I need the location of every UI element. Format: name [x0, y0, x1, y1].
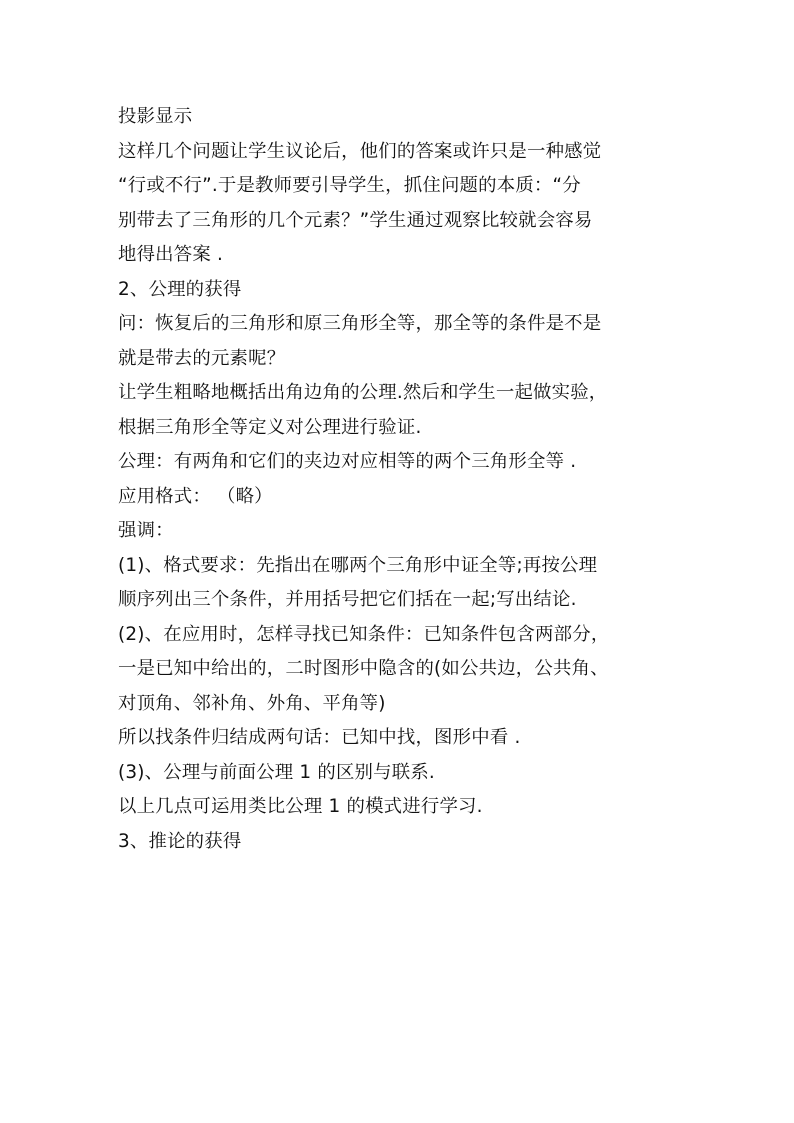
- text-line: 公理：有两角和它们的夹边对应相等的两个三角形全等 .: [118, 451, 577, 472]
- section-heading: 3、推论的获得: [118, 830, 242, 852]
- text-line: 这样几个问题让学生议论后，他们的答案或许只是一种感觉: [118, 140, 602, 162]
- text-line: 别带去了三角形的几个元素？”学生通过观察比较就会容易: [118, 209, 593, 231]
- section-heading: 2、公理的获得: [118, 278, 242, 300]
- text-line: 一是已知中给出的，二时图形中隐含的(如公共边，公共角、: [118, 658, 609, 679]
- text-line: 应用格式： （略）: [118, 485, 273, 507]
- text-line: 强调：: [118, 520, 174, 541]
- text-line: 以上几点可运用类比公理 1 的模式进行学习.: [118, 796, 483, 817]
- text-line: 地得出答案 .: [118, 244, 224, 265]
- text-line: (2)、在应用时，怎样寻找已知条件：已知条件包含两部分，: [118, 623, 610, 645]
- text-line: 对顶角、邻补角、外角、平角等): [118, 692, 386, 714]
- text-line: 就是带去的元素呢？: [118, 347, 286, 369]
- text-line: 根据三角形全等定义对公理进行验证.: [118, 416, 422, 438]
- text-line: “行或不行”.于是教师要引导学生，抓住问题的本质：“分: [118, 175, 581, 196]
- text-line: 让学生粗略地概括出角边角的公理.然后和学生一起做实验，: [118, 382, 608, 403]
- text-line: 所以找条件归结成两句话：已知中找，图形中看 .: [118, 727, 521, 748]
- text-line: 问：恢复后的三角形和原三角形全等，那全等的条件是不是: [118, 313, 602, 334]
- text-line: 顺序列出三个条件，并用括号把它们括在一起;写出结论.: [118, 589, 577, 610]
- text-line: (3)、公理与前面公理 1 的区别与联系.: [118, 761, 435, 783]
- document-body: [118, 100, 678, 859]
- text-line: 投影显示: [118, 106, 193, 127]
- text-line: (1)、格式要求：先指出在哪两个三角形中证全等;再按公理: [118, 554, 598, 576]
